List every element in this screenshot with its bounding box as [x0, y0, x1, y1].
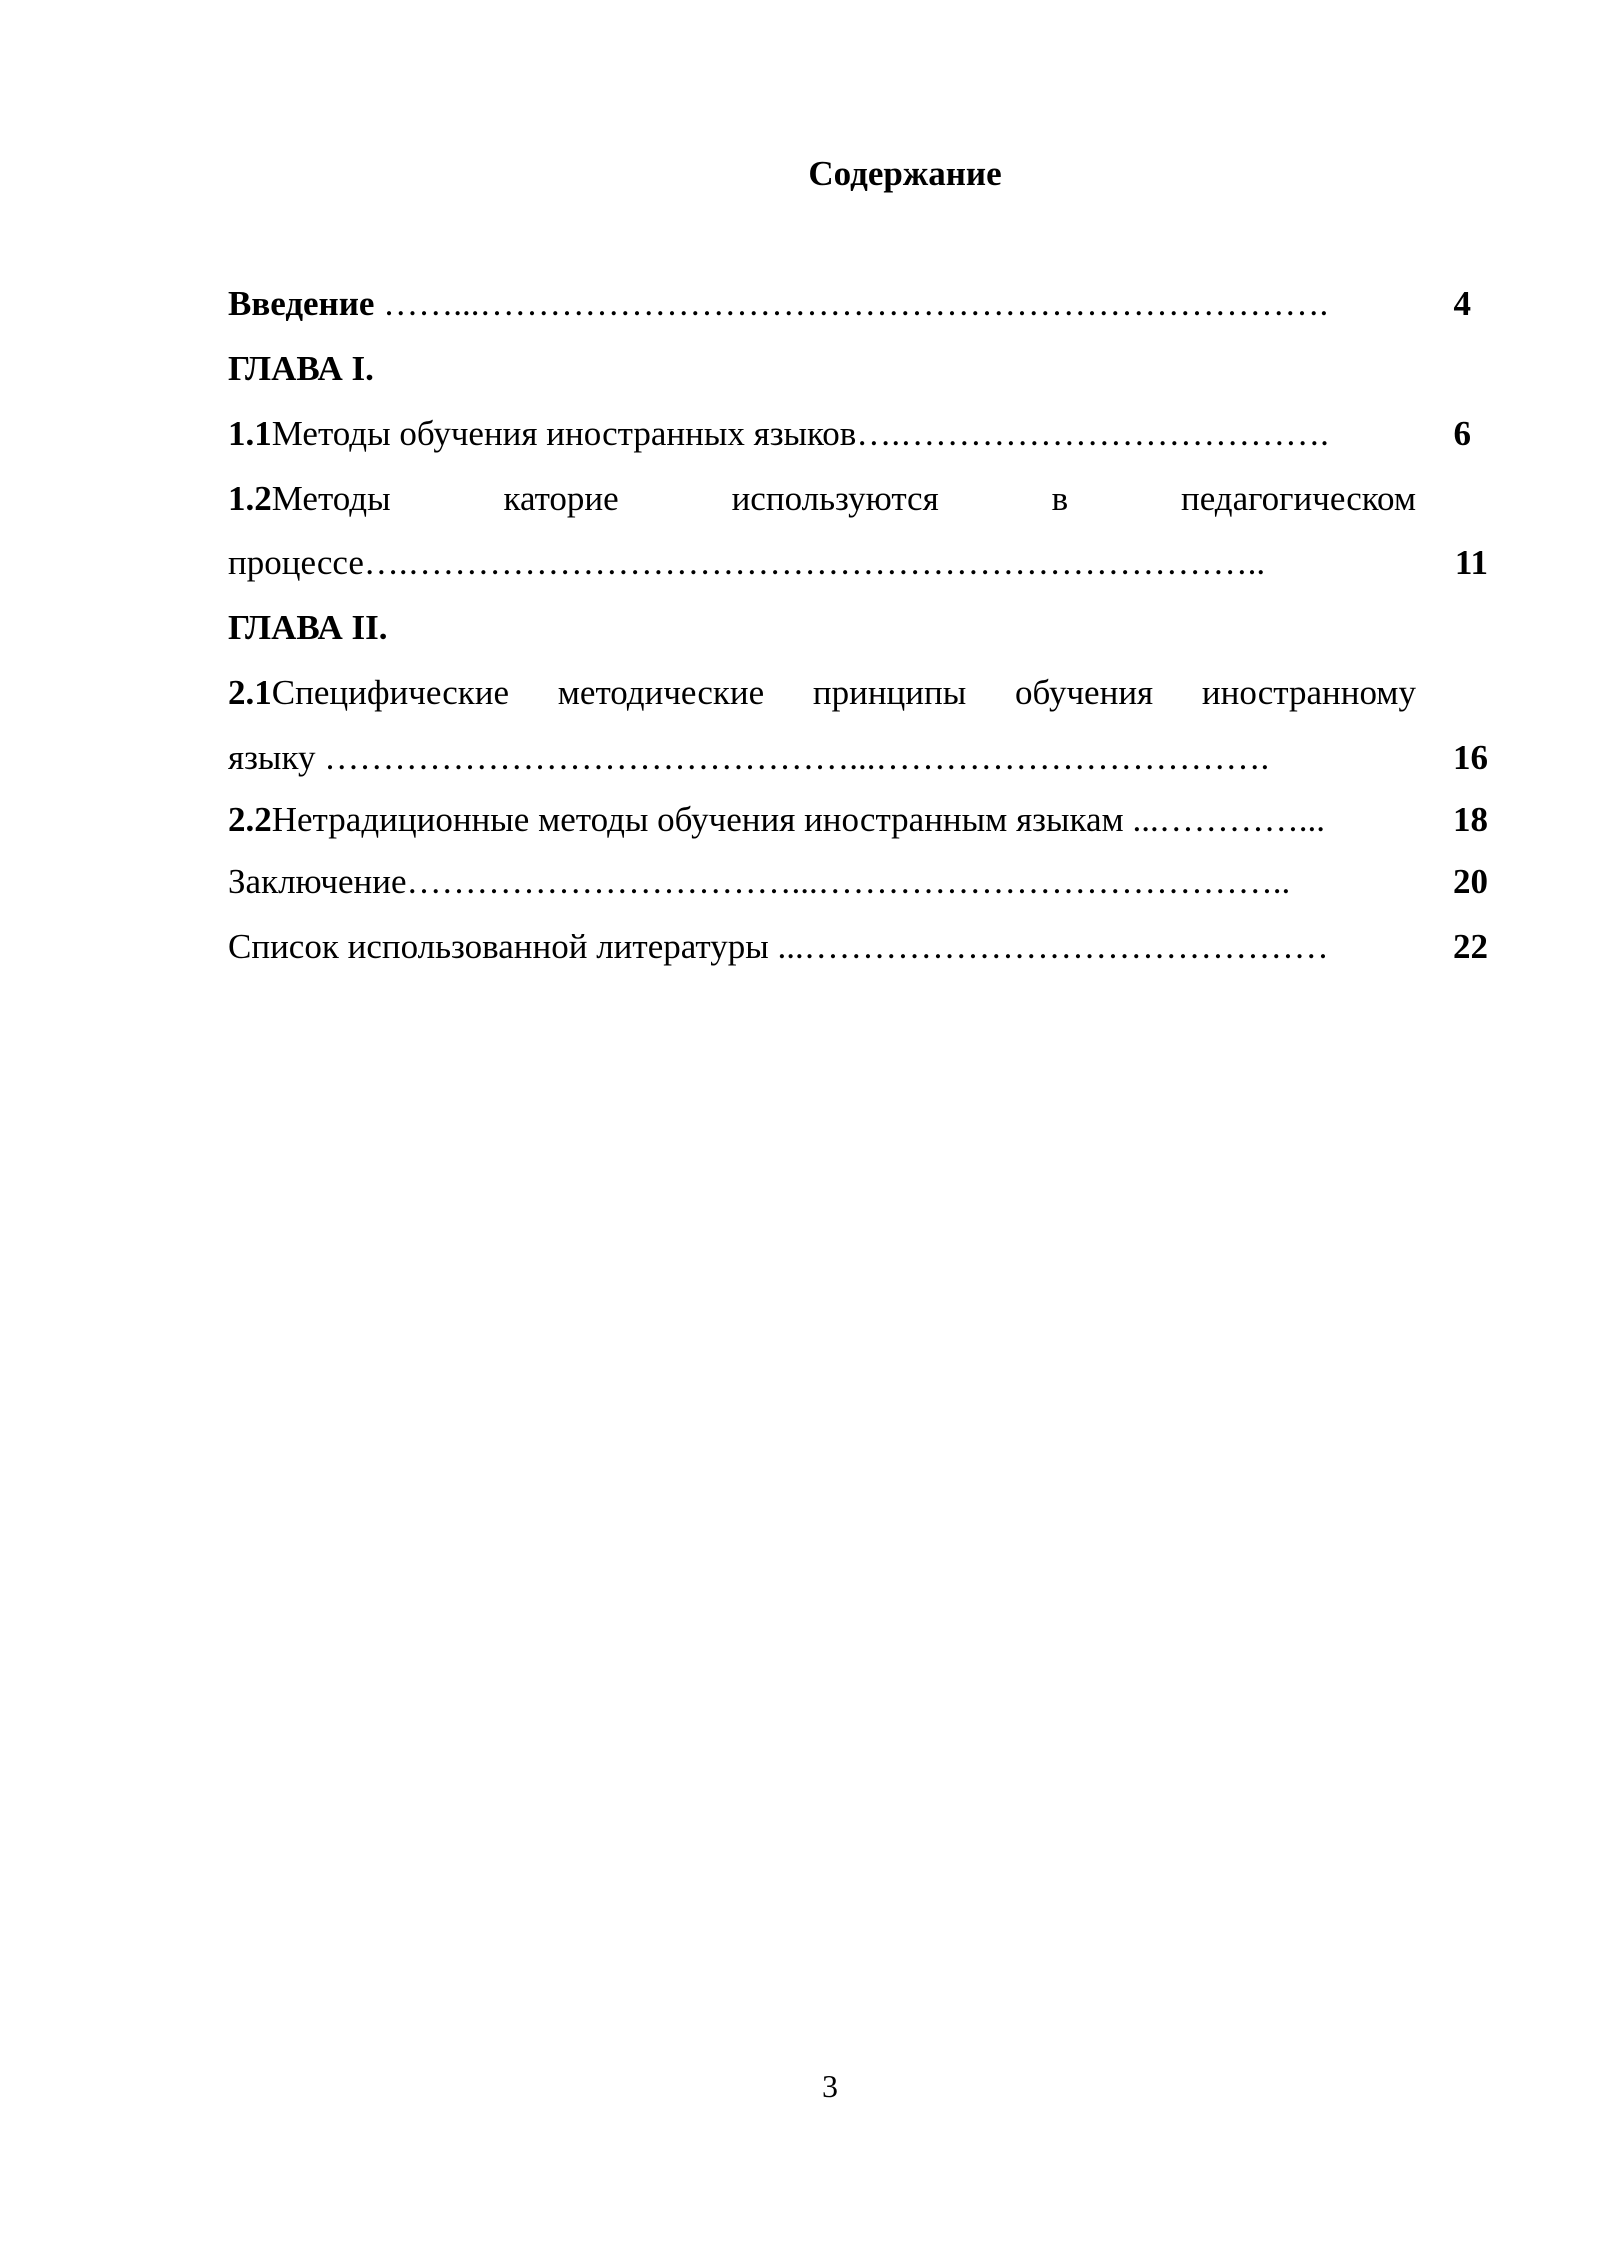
chapter-label: ГЛАВА I.: [228, 349, 374, 388]
toc-leader-dots: ………………………………………...…………………………….: [315, 738, 1270, 777]
toc-leader-dots: ……………………………...…………………………………..: [406, 862, 1291, 901]
toc-chapter-1-heading[interactable]: [228, 339, 1488, 399]
toc-page-number: 6: [1453, 414, 1471, 453]
section-title: языку: [228, 738, 316, 777]
toc-entry-1-2-line-2[interactable]: [228, 533, 1488, 593]
section-number: 1.2: [228, 479, 272, 518]
toc-entry-2-1-line-1[interactable]: [228, 663, 1416, 723]
toc-page-number: 18: [1453, 800, 1488, 839]
section-title: процессе: [228, 543, 364, 582]
section-title-word: педагогическом: [1181, 479, 1416, 518]
toc-leader-dots: ….……………………………….: [856, 414, 1329, 453]
toc-leader-dots: ….………………………………………………………………..: [363, 543, 1266, 582]
toc-page-number: 4: [1453, 284, 1471, 323]
section-title-word: каторие: [503, 479, 619, 518]
toc-chapter-2-heading[interactable]: [228, 598, 1488, 658]
toc-entry-label: Введение: [228, 284, 375, 323]
section-title-word: иностранному: [1201, 673, 1416, 712]
toc-entry-references[interactable]: [228, 917, 1488, 977]
chapter-label: ГЛАВА II.: [228, 608, 388, 647]
toc-leader-dots: ...………………………………………: [768, 927, 1329, 966]
section-title-word: методические: [557, 673, 765, 712]
page-title: Содержание: [808, 154, 1002, 193]
section-title-word: в: [1051, 479, 1069, 518]
section-title-word: Методы: [271, 479, 391, 518]
toc-entry-conclusion[interactable]: [228, 852, 1488, 912]
section-title-word: обучения: [1014, 673, 1154, 712]
section-title: Заключение: [228, 862, 407, 901]
section-title-word: принципы: [812, 673, 967, 712]
section-number: 1.1: [228, 414, 272, 453]
toc-page-number: 20: [1453, 862, 1488, 901]
toc-entry-1-1[interactable]: [228, 404, 1488, 464]
section-title: Методы обучения иностранных языков: [271, 414, 857, 453]
toc-page-number: 11: [1454, 543, 1488, 582]
page-number: 3: [822, 2068, 838, 2104]
toc-page-number: 16: [1453, 738, 1488, 777]
toc-entry-2-1-line-2[interactable]: [228, 728, 1488, 788]
toc-entry-1-2-line-1[interactable]: [228, 469, 1416, 529]
toc-entry-2-2[interactable]: [228, 790, 1488, 850]
toc-page-number: 22: [1453, 927, 1488, 966]
section-title: Нетрадиционные методы обучения иностранным языкам: [271, 800, 1124, 839]
toc-leader-dots: ...…………...: [1123, 800, 1325, 839]
section-title-word: Специфические: [271, 673, 510, 712]
section-number: 2.1: [228, 673, 272, 712]
toc-leader-dots: ……...……………………………………………………………….: [374, 284, 1329, 323]
section-title-word: используются: [731, 479, 939, 518]
section-title: Список использованной литературы: [228, 927, 769, 966]
section-number: 2.2: [228, 800, 272, 839]
toc-entry-introduction[interactable]: [228, 274, 1488, 334]
